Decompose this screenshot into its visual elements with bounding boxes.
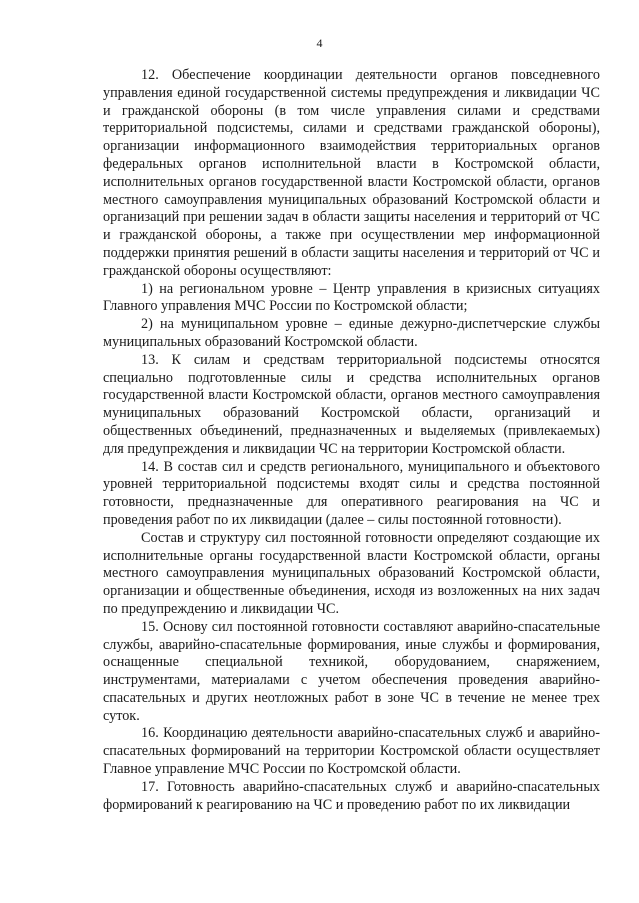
paragraph-14: 14. В состав сил и средств регионального, муниципального и объектового уровней территориальной подсистемы входят силы и средства постоянной готовности, предназначенные для оперативного реагирования на ЧС и проведения работ по их ликвидации (далее – силы постоянной готовности). <box>103 458 600 528</box>
paragraph-15: 15. Основу сил постоянной готовности составляют аварийно-спасательные службы, аварийно-спасательные формирования, иные службы и формирования, оснащенные специальной техникой, оборудованием, снаряжением, инструментами, материалами с учетом обеспечения проведения аварийно-спасательных и других неотложных работ в зоне ЧС в течение не менее трех суток. <box>103 618 600 724</box>
paragraph-16: 16. Координацию деятельности аварийно-спасательных служб и аварийно-спасательных формирований на территории Костромской области осуществляет Главное управление МЧС России по Костромской области. <box>103 725 600 778</box>
paragraph-13: 13. К силам и средствам территориальной подсистемы относятся специально подготовленные силы и средства исполнительных органов государственной власти Костромской области, органов местного самоуправления муниципальных образований Костромской области, организаций и общественных объединений, предназначенных и выделяемых (привлекаемых) для предупреждения и ликвидации ЧС на территории Костромской области. <box>103 351 600 457</box>
paragraph-12: 12. Обеспечение координации деятельности органов повседневного управления единой государственной системы предупреждения и ликвидации ЧС и гражданской обороны (в том числе управления силами и средствами территориальной подсистемы, силами и средствами гражданской обороны), организации информационного взаимодействия территориальных органов федеральных органов исполнительной власти в Костромской области, исполнительных органов государственной власти Костромской области, органов местного самоуправления муниципальных образований Костромской области и организаций при решении задач в области защиты населения и территорий от ЧС и гражданской обороны, а также при осуществлении мер информационной поддержки принятия решений в области защиты населения и территорий от ЧС и гражданской обороны осуществляют: <box>103 67 600 279</box>
document-body <box>103 67 600 814</box>
paragraph-12-item-2: 2) на муниципальном уровне – единые дежурно-диспетчерские службы муниципальных образований Костромской области. <box>103 316 600 350</box>
page-number: 4 <box>316 36 323 50</box>
paragraph-17: 17. Готовность аварийно-спасательных служб и аварийно-спасательных формирований к реагированию на ЧС и проведению работ по их ликвидации <box>103 778 600 813</box>
paragraph-12-item-1: 1) на региональном уровне – Центр управления в кризисных ситуациях Главного управления МЧС России по Костромской области; <box>103 280 600 315</box>
paragraph-14-continuation: Состав и структуру сил постоянной готовности определяют создающие их исполнительные органы государственной власти Костромской области, органы местного самоуправления муниципальных образований Костромской области, организации и общественные объединения, исходя из возложенных на них задач по предупреждению и ликвидации ЧС. <box>103 529 600 617</box>
